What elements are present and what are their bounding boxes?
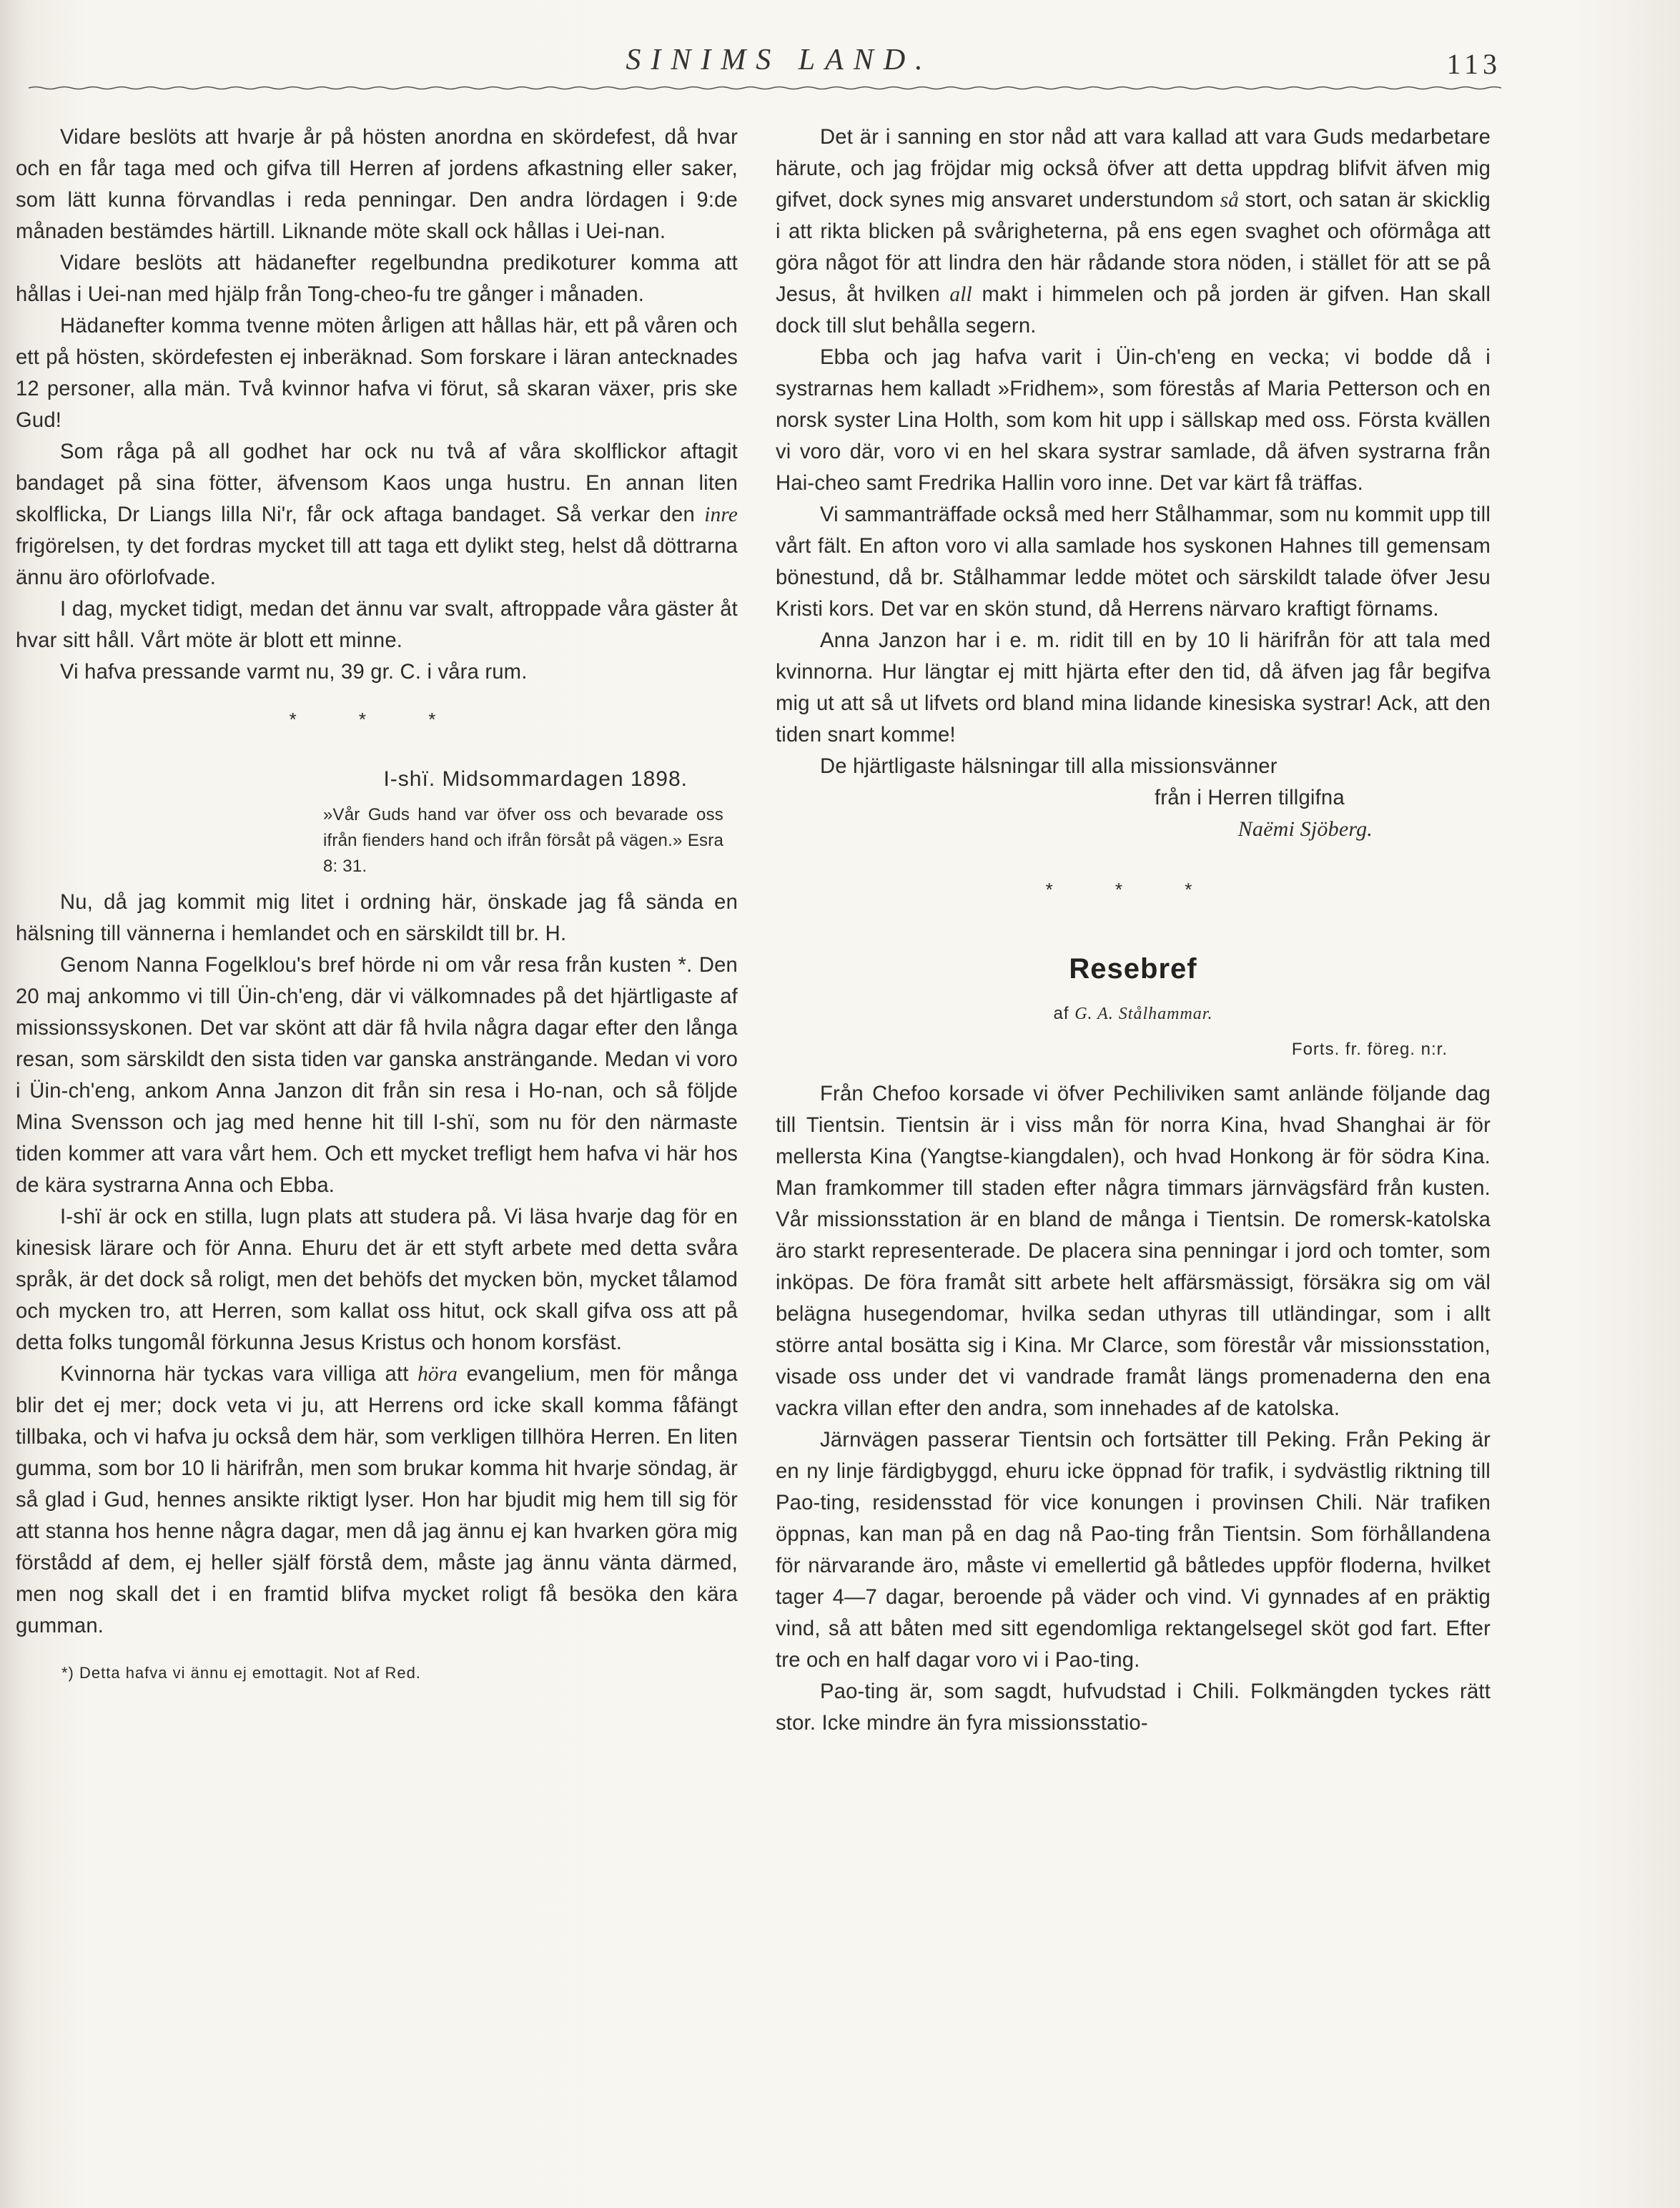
text-run: Det är i sanning en stor nåd att vara kallad att vara Guds medarbetare härute, och jag fröjdar mig också öfver att detta uppdrag blifvit äfven mig gifvet, dock synes mig ansvaret understundom [776, 126, 1491, 212]
text-run: makt i himmelen och på jorden är gifven. Han skall dock till slut behålla segern. [776, 283, 1491, 337]
paragraph: Vidare beslöts att hädanefter regelbundna predikoturer komma att hållas i Uei-nan med hjälp från Tong-cheo-fu tre gånger i månaden. [16, 252, 738, 306]
page-number: 113 [1446, 48, 1501, 80]
paragraph [16, 1359, 738, 1642]
paragraph: Ebba och jag hafva varit i Üin-ch'eng en vecka; vi bodde då i systrarnas hem kalladt »Fridhem», som förestås af Maria Petterson och en norsk syster Lina Holth, som kom hit upp i sällskap med oss. Första kvällen vi voro där, voro vi en hel skara systrar samlade, då äfven systrarna från Hai-cheo samt Fredrika Hallin voro inne. Det var kärt få träffas. [776, 346, 1491, 495]
paragraph: Järnvägen passerar Tientsin och fortsätter till Peking. Från Peking är en ny linje färdigbyggd, ehuru icke öppnad för trafik, i sydvästlig riktning till Pao-ting, residensstad för vice konungen i provinsen Chili. När trafiken öppnas, kan man på en dag nå Pao-ting från Tientsin. Som förhållandena för närvarande äro, måste vi emellertid gå båtledes uppför floderna, hvilket tager 4—7 dagar, beroende på väder och vind. Vi gynnades af en präktig vind, så att båten med sitt egendomliga rektangelsegel sköt god fart. Efter tre och en half dagar voro vi i Pao-ting. [776, 1429, 1491, 1672]
paragraph: Genom Nanna Fogelklou's bref hörde ni om vår resa från kusten *. Den 20 maj ankommo vi till Üin-ch'eng, där vi välkomnades på det hjärtligaste af missionssyskonen. Det var skönt att där få hvila några dagar efter den långa resan, som särskildt den sista tiden var ganska ansträngande. Medan vi voro i Üin-ch'eng, ankom Anna Janzon dit från sin resa i Ho-nan, och så följde Mina Svensson och jag med henne hit till I-shï, som nu för den närmaste tiden kommer att vara vårt hem. Och ett mycket trefligt hem hafva vi här hos de kära systrarna Anna och Ebba. [16, 954, 738, 1197]
byline-author: G. A. Stålhammar. [1074, 1005, 1213, 1023]
paragraph: Vidare beslöts att hvarje år på hösten anordna en skördefest, då hvar och en får taga med och gifva till Herren af jordens afkastning eller saker, som lätt kunna förvandlas i reda penningar. Den andra lördagen i 9:de månaden bestämdes härtill. Liknande möte skall ock hållas i Uei-nan. [16, 126, 738, 243]
left-column [16, 122, 738, 1686]
paragraph: I-shï är ock en stilla, lugn plats att studera på. Vi läsa hvarje dag för en kinesisk lärare och för Anna. Ehuru det är ett styft arbete med detta svåra språk, är det dock så roligt, men det behöfs det mycken bön, mycket tålamod och mycken tro, att Herren, som kallat oss hitut, ock skall gifva oss att på detta folks tungomål förkunna Jesus Kristus och honom korsfäst. [16, 1206, 738, 1354]
paragraph: Vi hafva pressande varmt nu, 39 gr. C. i våra rum. [60, 661, 528, 684]
paragraph [776, 122, 1491, 342]
letter-dateline: I-shï. Midsommardagen 1898. [383, 767, 688, 791]
section-separator-stars: * * * [1045, 879, 1221, 900]
emphasis: all [949, 283, 972, 306]
paragraph: I dag, mycket tidigt, medan det ännu var svalt, aftroppade våra gäster åt hvar sitt håll. Vårt möte är blott ett minne. [16, 598, 738, 652]
letter-signature: Naëmi Sjöberg. [1237, 817, 1373, 841]
paragraph: Anna Janzon har i e. m. ridit till en by 10 li härifrån för att tala med kvinnorna. Hur längtar ej mitt hjärta efter den tid, då äfven jag får begifva mig ut att så ut lifvets ord bland mina lidande kinesiska systrar! Ack, att den tiden snart komme! [776, 629, 1491, 746]
text-run: frigörelsen, ty det fordras mycket till att taga ett dylikt steg, helst då döttrarna ännu äro oförlofvade. [16, 535, 738, 589]
running-title: SINIMS LAND. [626, 44, 933, 77]
greeting-line: De hjärtligaste hälsningar till alla missionsvänner [820, 755, 1278, 778]
emphasis: inre [704, 503, 738, 526]
article-title: Resebref [1069, 953, 1197, 985]
emphasis: så [1220, 189, 1240, 212]
epigraph-quote: »Vår Guds hand var öfver oss och bevarade oss ifrån fienders hand och ifrån försåt på vägen.» Esra 8: 31. [323, 805, 723, 876]
paragraph [16, 436, 738, 593]
page-header [29, 43, 1501, 100]
paragraph: Från Chefoo korsade vi öfver Pechiliviken samt anlände följande dag till Tientsin. Tientsin är i viss mån för norra Kina, hvad Shanghai är för mellersta Kina (Yangtse-kiangdalen), och hvad Honkong är för södra Kina. Man framkommer till staden efter några timmars järnvägsfärd från kusten. Vår missionsstation är en bland de många i Tientsin. De romersk-katolska äro starkt representerade. De placera sina penningar i jord och tomter, som inköpas. De föra framåt sitt arbete helt affärsmässigt, försäkra sig om väl belägna husegendomar, hvilka sedan uthyras till utländingar, som i allt större antal bosätta sig i Kina. Mr Clarce, som förestår vår missionsstation, visade oss under det vi vandrade framåt längs promenaderna den ena vackra villan efter den andra, som innehades af de katolska. [776, 1083, 1491, 1420]
greeting-line: från i Herren tillgifna [1155, 787, 1345, 809]
paragraph: Nu, då jag kommit mig litet i ordning här, önskade jag få sända en hälsning till vännerna i hemlandet och en särskildt till br. H. [16, 891, 738, 945]
text-run: Som råga på all godhet har ock nu två af våra skolflickor aftagit bandaget på sina fötter, äfvensom Kaos unga hustru. En annan liten skolflicka, Dr Liangs lilla Ni'r, får ock aftaga bandaget. Så verkar den [16, 440, 738, 526]
continuation-note: Forts. fr. föreg. n:r. [1291, 1040, 1448, 1059]
paragraph: Hädanefter komma tvenne möten årligen att hållas här, ett på våren och ett på hösten, skördefesten ej inberäknad. Som forskare i läran antecknades 12 personer, alla män. Två kvinnor hafva vi förut, så skaran växer, pris ske Gud! [16, 315, 738, 432]
section-separator-stars: * * * [289, 709, 465, 730]
footnote: *) Detta hafva vi ännu ej emottagit. Not af Red. [61, 1664, 421, 1682]
emphasis: höra [417, 1363, 458, 1386]
text-run: stort, och satan är skicklig i att rikta blicken på svårigheterna, på ens egen svaghet och oförmåga att göra något för att lindra den här rådande stora nöden, i stället för att se på Jesus, åt hvilken [776, 189, 1491, 306]
byline-prefix: af [1053, 1004, 1069, 1023]
paragraph: Vi sammanträffade också med herr Stålhammar, som nu kommit upp till vårt fält. En afton voro vi alla samlade hos syskonen Hahnes till gemensam bönestund, då br. Stålhammar ledde mötet och särskildt talade öfver Jesu Kristi kors. Det var en skön stund, då Herrens närvaro kraftigt förnams. [776, 503, 1491, 621]
paragraph: Pao-ting är, som sagdt, hufvudstad i Chili. Folkmängden tyckes rätt stor. Icke mindre än fyra missionsstatio- [776, 1680, 1491, 1735]
article-byline [776, 1001, 1491, 1027]
right-column [776, 122, 1491, 1739]
text-run: Kvinnorna här tyckas vara villiga att [60, 1363, 418, 1386]
header-wavy-rule [29, 86, 1501, 90]
text-run: evangelium, men för många blir det ej mer; dock veta vi ju, att Herrens ord icke skall komma fåfängt tillbaka, och vi hafva ju också dem här, som verkligen tillhöra Herren. En liten gumma, som bor 10 li härifrån, men som brukar komma hit hvarje söndag, är så glad i Gud, hennes ansikte riktigt lyser. Hon har bjudit mig hem till sig för att stanna hos henne några dagar, men då jag ännu ej kan hvarken göra mig förstådd af dem, ej heller själf förstå dem, måste jag ännu vänta därmed, men nog skall det i en framtid blifva mycket roligt få besöka den kära gumman. [16, 1363, 738, 1637]
